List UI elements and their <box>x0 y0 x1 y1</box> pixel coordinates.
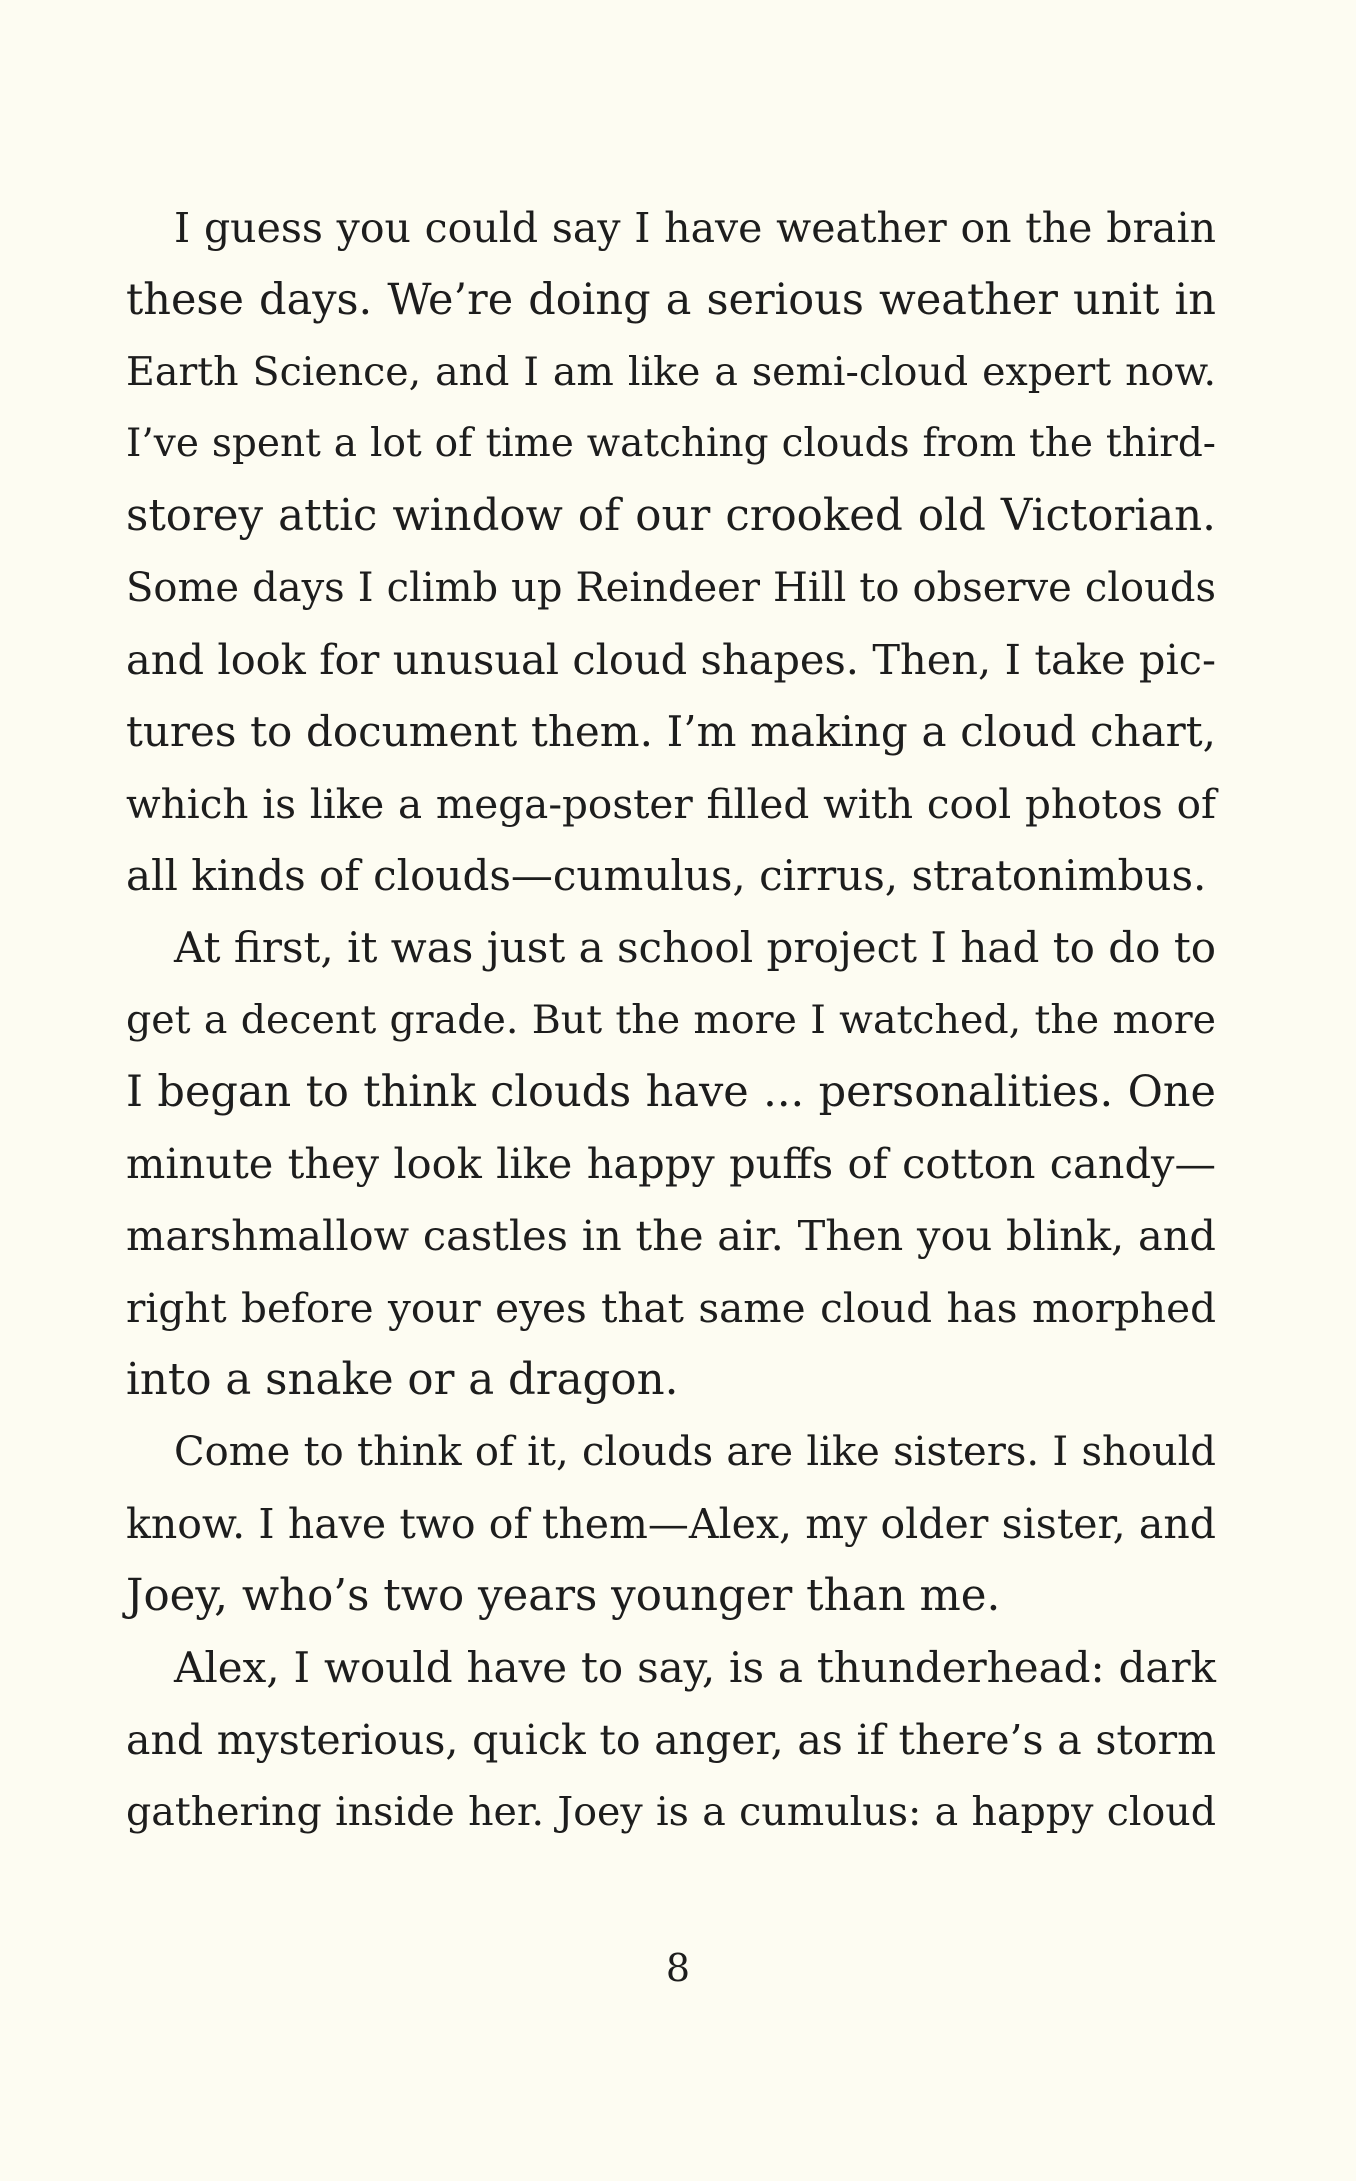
text-line: know. I have two of them—Alex, my older sister, and <box>126 1500 1216 1548</box>
text-line: marshmallow castles in the air. Then you blink, and <box>126 1211 1216 1260</box>
text-line: I’ve spent a lot of time watching clouds from the third- <box>126 421 1216 466</box>
text-line: Come to think of it, clouds are like sisters. I should <box>174 1429 1216 1475</box>
text-line: storey attic window of our crooked old Victorian. <box>126 491 1216 541</box>
text-line: all kinds of clouds—cumulus, cirrus, stratonimbus. <box>126 851 1207 900</box>
text-line: gathering inside her. Joey is a cumulus: a happy cloud <box>126 1789 1216 1835</box>
page-number: 8 <box>665 1946 691 1990</box>
text-line: get a decent grade. But the more I watched, the more <box>126 997 1216 1043</box>
text-line: I began to think clouds have ... personalities. One <box>126 1067 1216 1117</box>
text-line: right before your eyes that same cloud has morphed <box>126 1284 1216 1332</box>
text-line: which is like a mega-poster filled with cool photos of <box>126 780 1216 828</box>
text-line: Some days I climb up Reindeer Hill to observe clouds <box>126 565 1216 611</box>
text-line: Earth Science, and I am like a semi-cloud expert now. <box>126 349 1216 395</box>
text-line: these days. We’re doing a serious weather unit in <box>126 275 1216 325</box>
text-line: tures to document them. I’m making a cloud chart, <box>126 707 1216 756</box>
text-line: and mysterious, quick to anger, as if there’s a storm <box>126 1716 1216 1764</box>
text-line: minute they look like happy puffs of cotton candy— <box>126 1139 1216 1188</box>
text-line: At first, it was just a school project I had to do to <box>174 923 1216 972</box>
text-line: and look for unusual cloud shapes. Then, I take pic- <box>126 635 1216 684</box>
text-line: Joey, who’s two years younger than me. <box>126 1571 1001 1621</box>
text-line: into a snake or a dragon. <box>126 1355 679 1405</box>
text-line: I guess you could say I have weather on the brain <box>174 204 1216 252</box>
text-line: Alex, I would have to say, is a thunderhead: dark <box>174 1643 1216 1692</box>
body-text <box>126 192 1216 1848</box>
